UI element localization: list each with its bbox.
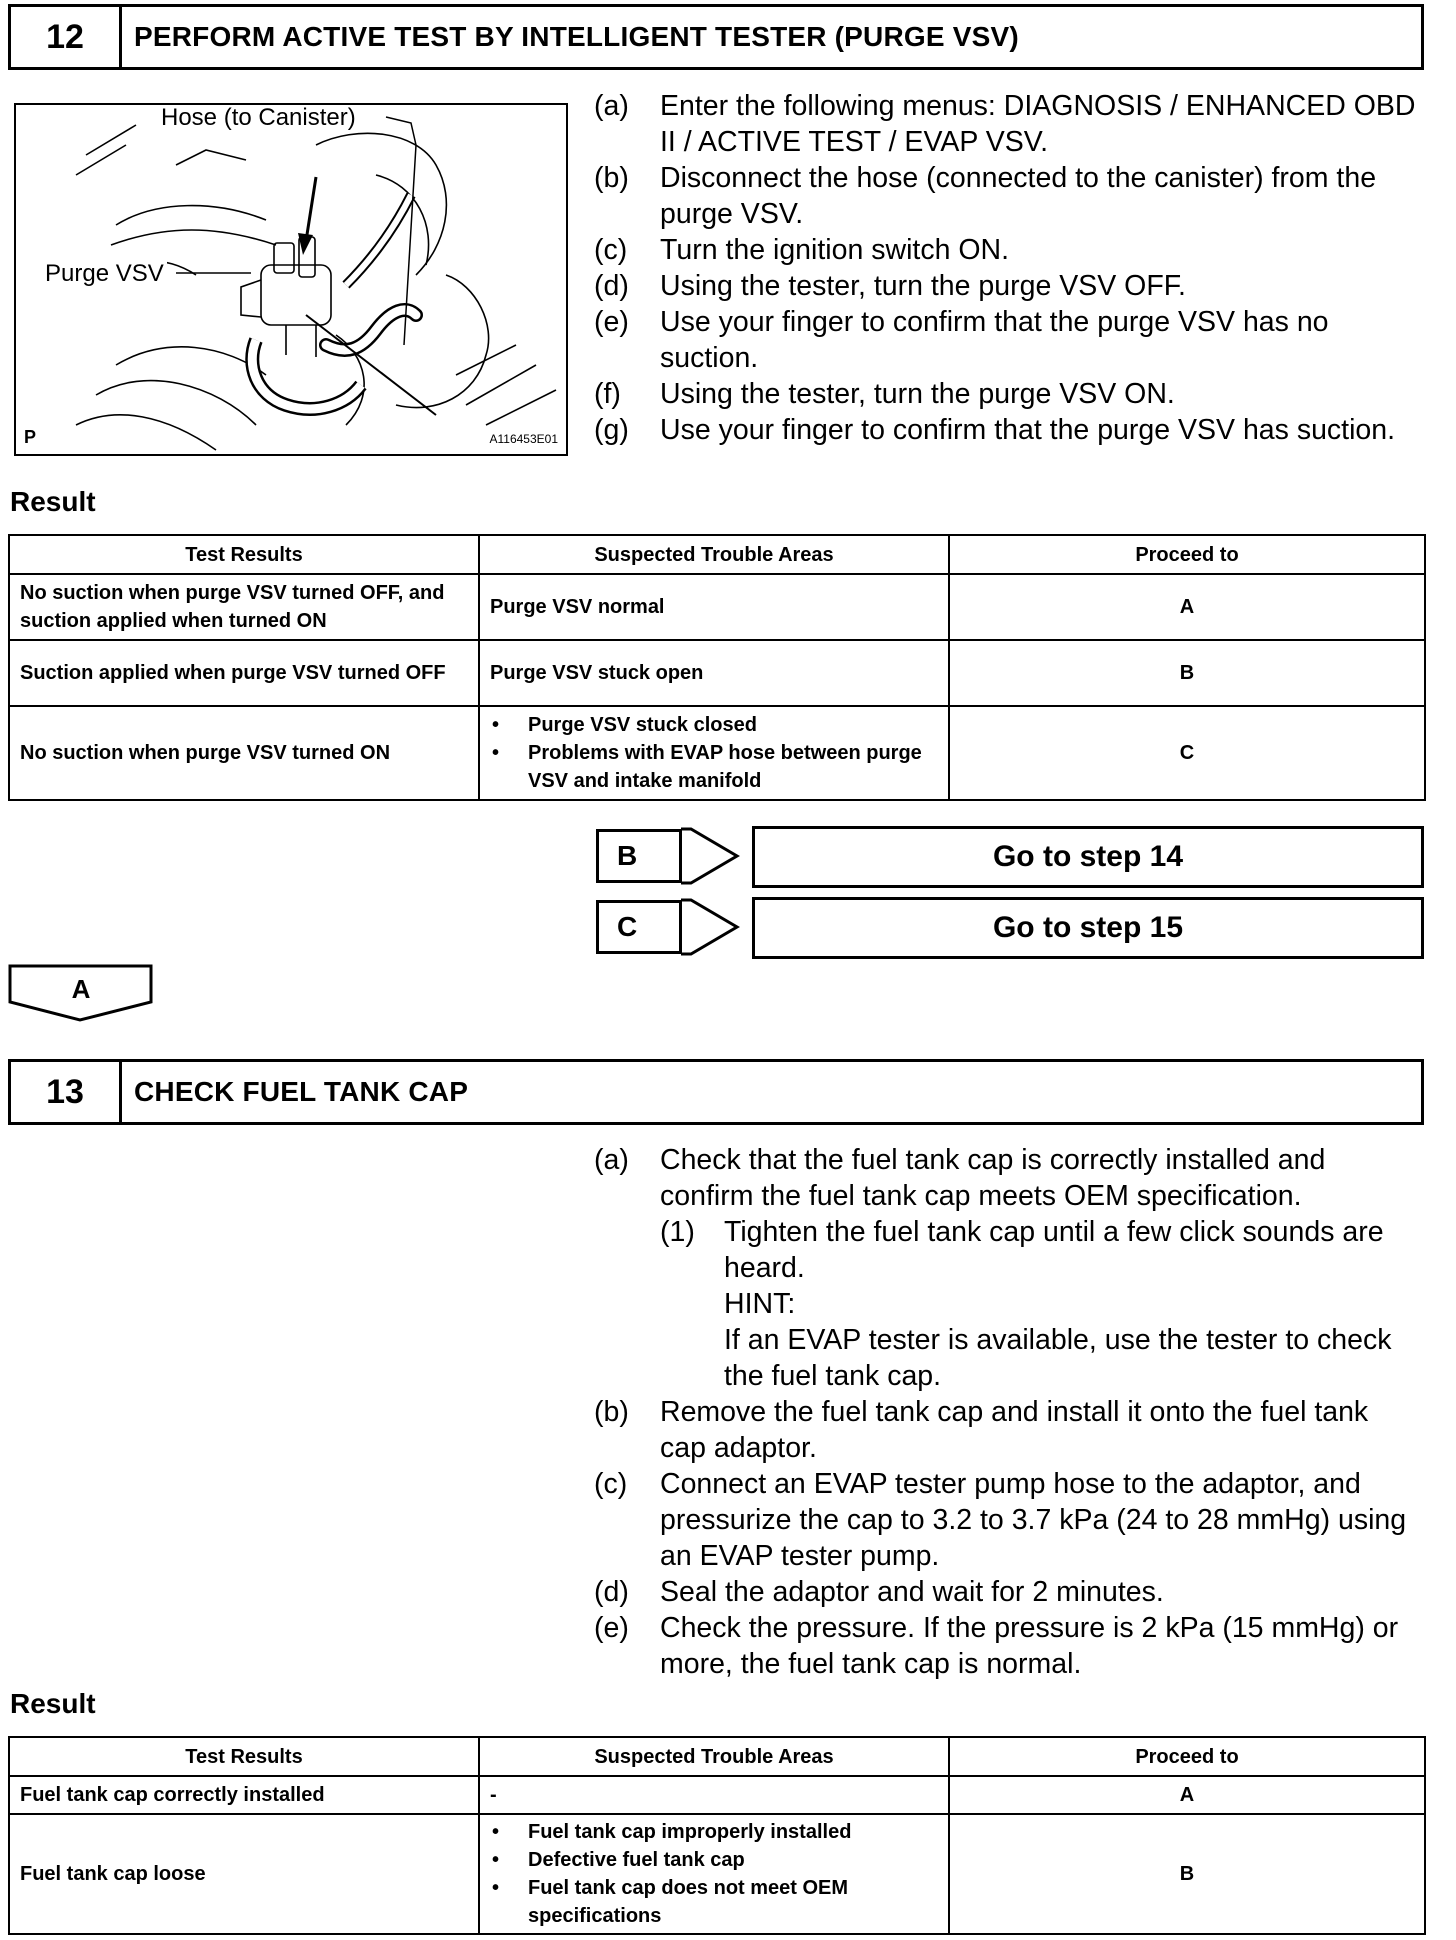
item-text: Tighten the fuel tank cap until a few click sounds are heard. xyxy=(724,1216,1384,1284)
item-letter: (b) xyxy=(594,162,629,194)
item-text: Using the tester, turn the purge VSV ON. xyxy=(660,378,1175,410)
trouble-area-cell xyxy=(479,706,949,800)
item-letter: (b) xyxy=(594,1396,629,1428)
column-header: Suspected Trouble Areas xyxy=(479,1737,949,1776)
procedure-item xyxy=(594,88,1420,160)
column-header: Proceed to xyxy=(949,1737,1425,1776)
trouble-area-item: • Problems with EVAP hose between purge VSV and intake manifold xyxy=(490,739,938,795)
table-row xyxy=(9,706,1425,800)
step-13-procedure xyxy=(594,1142,1420,1682)
step-12-procedure xyxy=(594,88,1420,448)
trouble-area-cell: Purge VSV normal xyxy=(479,574,949,640)
item-letter: (a) xyxy=(594,1144,629,1176)
purge-vsv-illustration xyxy=(14,103,568,456)
hint-label: HINT: xyxy=(724,1288,796,1320)
item-text: Use your finger to confirm that the purge VSV has suction. xyxy=(660,414,1396,446)
procedure-item xyxy=(594,412,1420,448)
item-text: Using the tester, turn the purge VSV OFF. xyxy=(660,270,1186,302)
item-text: Disconnect the hose (connected to the canister) from the purge VSV. xyxy=(660,162,1377,230)
item-letter: (a) xyxy=(594,90,629,122)
item-letter: (1) xyxy=(660,1216,695,1248)
step-number: 13 xyxy=(11,1062,122,1122)
trouble-area-list xyxy=(490,711,938,795)
proceed-cell: A xyxy=(949,574,1425,640)
item-text: Connect an EVAP tester pump hose to the adaptor, and pressurize the cap to 3.2 to 3.7 kPa (24 to 28 mmHg) using an EVAP tester pump. xyxy=(660,1468,1407,1572)
test-result-cell: Suction applied when purge VSV turned OFF xyxy=(9,640,479,706)
go-to-step-15-link[interactable]: Go to step 15 xyxy=(752,897,1424,959)
test-result-cell: No suction when purge VSV turned ON xyxy=(9,706,479,800)
column-header: Proceed to xyxy=(949,535,1425,574)
table-row xyxy=(9,640,1425,706)
proceed-cell: B xyxy=(949,1814,1425,1934)
item-text: Use your finger to confirm that the purge VSV has no suction. xyxy=(660,306,1329,374)
purge-vsv-label: Purge VSV xyxy=(42,260,167,288)
table-row xyxy=(9,1814,1425,1934)
item-text: Remove the fuel tank cap and install it onto the fuel tank cap adaptor. xyxy=(660,1396,1369,1464)
item-text: Enter the following menus: DIAGNOSIS / ENHANCED OBD II / ACTIVE TEST / EVAP VSV. xyxy=(660,90,1416,158)
proceed-cell: C xyxy=(949,706,1425,800)
procedure-subitem xyxy=(594,1214,1420,1286)
item-text: Turn the ignition switch ON. xyxy=(660,234,1009,266)
procedure-item xyxy=(594,1466,1420,1574)
trouble-area-list xyxy=(490,1818,938,1930)
procedure-item xyxy=(594,232,1420,268)
column-header: Test Results xyxy=(9,1737,479,1776)
step-13-result-table xyxy=(8,1736,1426,1935)
proceed-cell: B xyxy=(949,640,1425,706)
trouble-area-cell xyxy=(479,1814,949,1934)
trouble-area-cell: Purge VSV stuck open xyxy=(479,640,949,706)
step-13-header xyxy=(8,1059,1424,1125)
hose-label: Hose (to Canister) xyxy=(158,104,359,132)
test-result-cell: Fuel tank cap loose xyxy=(9,1814,479,1934)
procedure-item xyxy=(594,1142,1420,1214)
branch-c-arrow-icon xyxy=(679,897,743,957)
continue-a-label: A xyxy=(71,974,91,1004)
procedure-item xyxy=(594,376,1420,412)
trouble-area-item: • Fuel tank cap improperly installed xyxy=(490,1818,938,1846)
column-header: Suspected Trouble Areas xyxy=(479,535,949,574)
item-letter: (g) xyxy=(594,414,629,446)
item-letter: (f) xyxy=(594,378,621,410)
branch-b-arrow-icon xyxy=(679,826,743,886)
procedure-item xyxy=(594,1574,1420,1610)
item-text: Check that the fuel tank cap is correctly installed and confirm the fuel tank cap meets OEM specification. xyxy=(660,1144,1326,1212)
test-result-cell: Fuel tank cap correctly installed xyxy=(9,1776,479,1814)
branch-b-label: B xyxy=(596,829,682,883)
item-text: Check the pressure. If the pressure is 2 kPa (15 mmHg) or more, the fuel tank cap is normal. xyxy=(660,1612,1399,1680)
result-heading: Result xyxy=(10,1688,96,1719)
table-row xyxy=(9,574,1425,640)
trouble-area-item: • Defective fuel tank cap xyxy=(490,1846,938,1874)
trouble-area-item: • Fuel tank cap does not meet OEM specifications xyxy=(490,1874,938,1930)
trouble-area-cell: - xyxy=(479,1776,949,1814)
step-12-header xyxy=(8,4,1424,70)
table-header-row xyxy=(9,1737,1425,1776)
result-heading: Result xyxy=(10,486,96,517)
figure-corner-mark: P xyxy=(24,427,37,447)
item-text: Seal the adaptor and wait for 2 minutes. xyxy=(660,1576,1164,1608)
branch-c-label: C xyxy=(596,900,682,954)
hint-text: If an EVAP tester is available, use the tester to check the fuel tank cap. xyxy=(724,1324,1392,1392)
procedure-item xyxy=(594,1394,1420,1466)
step-title: CHECK FUEL TANK CAP xyxy=(134,1076,469,1107)
test-result-cell: No suction when purge VSV turned OFF, and suction applied when turned ON xyxy=(9,574,479,640)
table-header-row xyxy=(9,535,1425,574)
trouble-area-item: • Purge VSV stuck closed xyxy=(490,711,938,739)
procedure-item xyxy=(594,160,1420,232)
item-letter: (c) xyxy=(594,1468,628,1500)
proceed-cell: A xyxy=(949,1776,1425,1814)
item-letter: (c) xyxy=(594,234,628,266)
procedure-item xyxy=(594,304,1420,376)
item-letter: (d) xyxy=(594,1576,629,1608)
item-letter: (d) xyxy=(594,270,629,302)
step-12-result-table xyxy=(8,534,1426,801)
table-row xyxy=(9,1776,1425,1814)
procedure-item xyxy=(594,268,1420,304)
go-to-step-14-link[interactable]: Go to step 14 xyxy=(752,826,1424,888)
step-title: PERFORM ACTIVE TEST BY INTELLIGENT TESTER (PURGE VSV) xyxy=(134,21,1019,52)
figure-id: A116453E01 xyxy=(489,432,558,446)
item-letter: (e) xyxy=(594,1612,629,1644)
column-header: Test Results xyxy=(9,535,479,574)
procedure-item xyxy=(594,1610,1420,1682)
step-number: 12 xyxy=(11,7,122,67)
item-letter: (e) xyxy=(594,306,629,338)
